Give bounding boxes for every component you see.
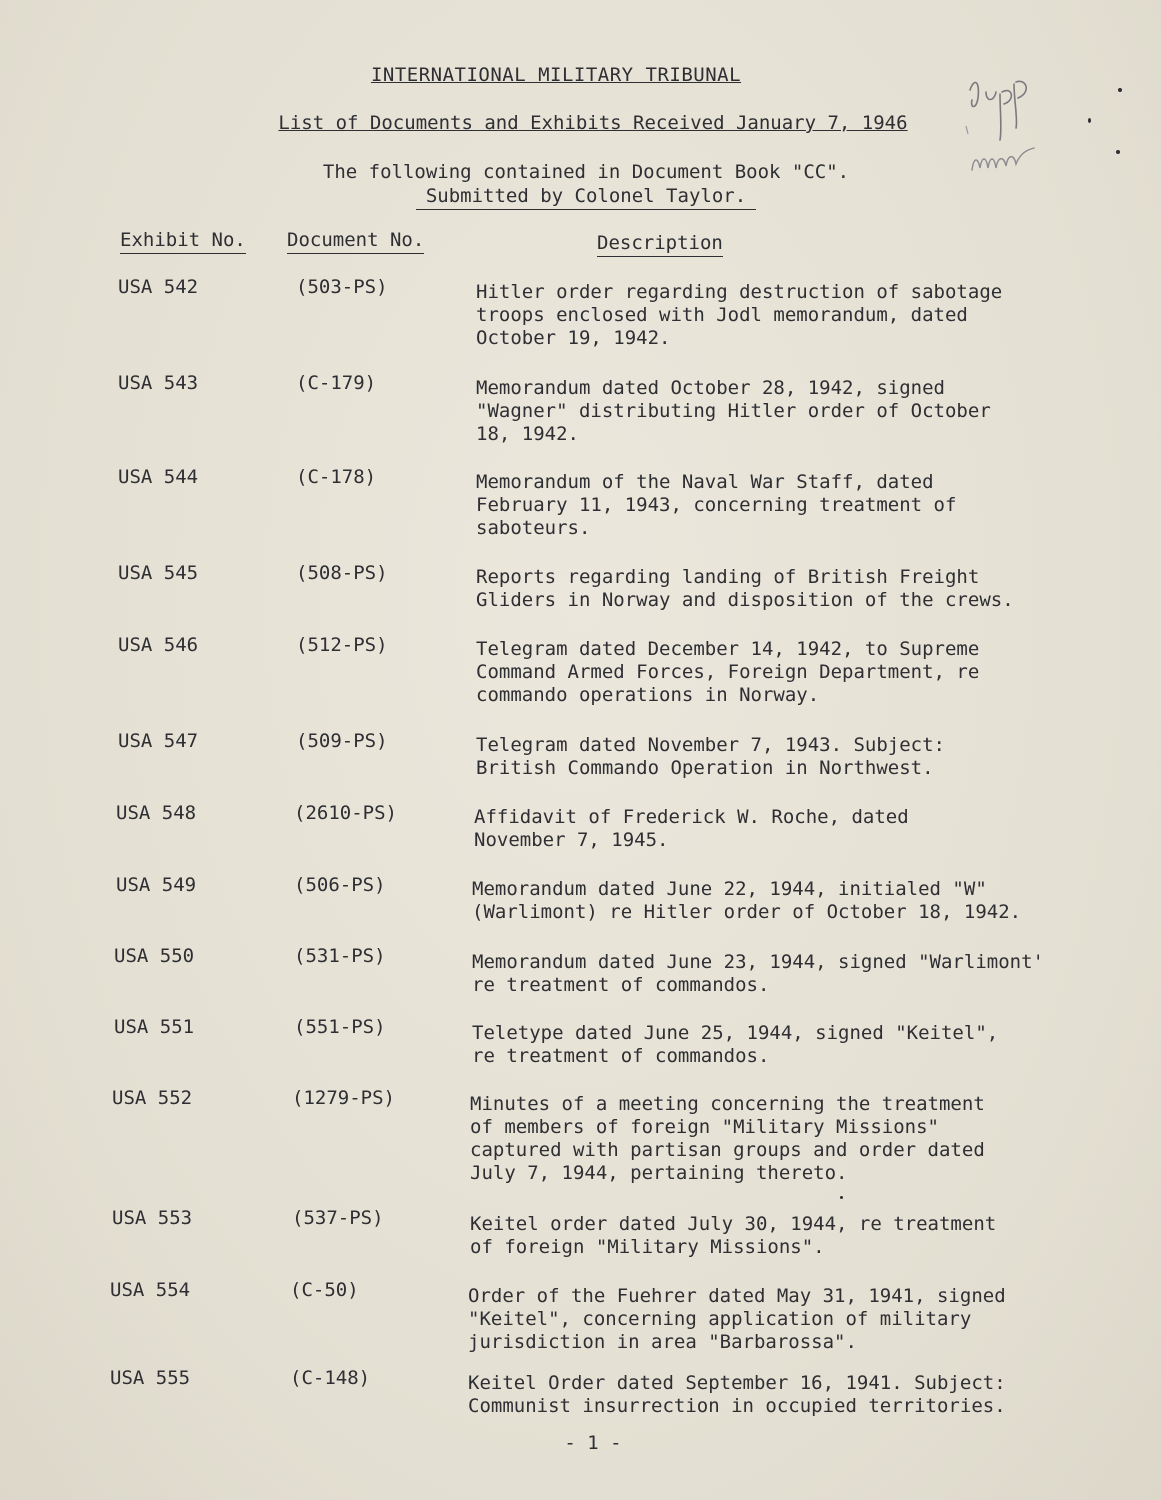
description-line: jurisdiction in area "Barbarossa".: [468, 1331, 857, 1353]
description-line: Memorandum dated June 22, 1944, initialed "W": [472, 878, 987, 900]
exhibit-number: USA 544: [118, 466, 199, 488]
description-line: captured with partisan groups and order dated: [470, 1139, 985, 1161]
exhibit-number: USA 549: [116, 874, 197, 896]
row-description: [470, 1093, 1110, 1185]
column-header-document: Document No.: [287, 229, 424, 251]
row-description: [476, 638, 1116, 707]
document-number: (2610-PS): [294, 802, 397, 824]
document-number: (509-PS): [296, 730, 388, 752]
paper-speck: [1118, 88, 1122, 92]
row-description: [468, 1285, 1108, 1354]
document-subtitle: List of Documents and Exhibits Received January 7, 1946: [278, 112, 908, 134]
description-line: Memorandum of the Naval War Staff, dated: [476, 471, 934, 493]
submitted-line: Submitted by Colonel Taylor.: [0, 184, 1161, 208]
exhibit-number: USA 542: [118, 276, 199, 298]
exhibit-number: USA 547: [118, 730, 199, 752]
row-description: [476, 377, 1116, 446]
paper-speck: [1088, 118, 1091, 123]
exhibit-number: USA 553: [112, 1207, 193, 1229]
exhibit-number: USA 552: [112, 1087, 193, 1109]
description-line: Memorandum dated October 28, 1942, signed: [476, 377, 945, 399]
document-number: (551-PS): [294, 1016, 386, 1038]
column-header-exhibit: Exhibit No.: [120, 229, 246, 251]
handwritten-annotation: [960, 70, 1070, 200]
document-number: (C-179): [296, 372, 377, 394]
row-description: [476, 734, 1116, 780]
description-line: Command Armed Forces, Foreign Department, re: [476, 661, 980, 683]
description-line: Keitel Order dated September 16, 1941. Subject:: [468, 1372, 1006, 1394]
description-line: November 7, 1945.: [474, 829, 669, 851]
paper-speck: [840, 1196, 843, 1199]
row-description: [472, 1022, 1112, 1068]
exhibit-number: USA 550: [114, 945, 195, 967]
exhibit-number: USA 545: [118, 562, 199, 584]
description-line: re treatment of commandos.: [472, 974, 770, 996]
exhibit-number: USA 543: [118, 372, 199, 394]
document-number: (C-148): [290, 1367, 371, 1389]
row-description: [476, 566, 1116, 612]
description-line: British Commando Operation in Northwest.: [476, 757, 934, 779]
page-number: - 1 -: [564, 1432, 622, 1454]
description-line: Memorandum dated June 23, 1944, signed "Warlimont': [472, 951, 1044, 973]
description-line: Affidavit of Frederick W. Roche, dated: [474, 806, 909, 828]
row-description: [472, 878, 1112, 924]
description-line: "Keitel", concerning application of military: [468, 1308, 972, 1330]
row-description: [474, 806, 1114, 852]
exhibit-number: USA 551: [114, 1016, 195, 1038]
row-description: [468, 1372, 1108, 1418]
row-description: [476, 471, 1116, 540]
document-number: (503-PS): [296, 276, 388, 298]
contained-line: The following contained in Document Book "CC".: [322, 161, 850, 183]
description-line: "Wagner" distributing Hitler order of October: [476, 400, 991, 422]
description-line: (Warlimont) re Hitler order of October 18, 1942.: [472, 901, 1022, 923]
exhibit-number: USA 548: [116, 802, 197, 824]
document-number: (C-50): [290, 1279, 359, 1301]
document-title: INTERNATIONAL MILITARY TRIBUNAL: [370, 64, 742, 86]
description-line: saboteurs.: [476, 517, 591, 539]
description-line: Telegram dated December 14, 1942, to Supreme: [476, 638, 980, 660]
description-line: 18, 1942.: [476, 423, 579, 445]
description-line: of members of foreign "Military Missions": [470, 1116, 939, 1138]
description-line: Gliders in Norway and disposition of the crews.: [476, 589, 1014, 611]
description-line: Hitler order regarding destruction of sabotage: [476, 281, 1003, 303]
description-line: Reports regarding landing of British Freight: [476, 566, 980, 588]
description-line: troops enclosed with Jodl memorandum, dated: [476, 304, 968, 326]
document-number: (512-PS): [296, 634, 388, 656]
document-number: (1279-PS): [292, 1087, 395, 1109]
description-line: commando operations in Norway.: [476, 684, 820, 706]
description-line: of foreign "Military Missions".: [470, 1236, 825, 1258]
description-line: Keitel order dated July 30, 1944, re treatment: [470, 1213, 997, 1235]
row-description: [470, 1213, 1110, 1259]
document-number: (506-PS): [294, 874, 386, 896]
column-header-description: Description: [597, 232, 723, 254]
paper-speck: [1116, 150, 1120, 154]
description-line: Minutes of a meeting concerning the treatment: [470, 1093, 985, 1115]
description-line: February 11, 1943, concerning treatment of: [476, 494, 957, 516]
description-line: July 7, 1944, pertaining thereto.: [470, 1162, 848, 1184]
document-number: (C-178): [296, 466, 377, 488]
exhibit-number: USA 546: [118, 634, 199, 656]
exhibit-number: USA 554: [110, 1279, 191, 1301]
row-description: [476, 281, 1116, 350]
document-number: (531-PS): [294, 945, 386, 967]
row-description: [472, 951, 1112, 997]
document-number: (537-PS): [292, 1207, 384, 1229]
description-line: re treatment of commandos.: [472, 1045, 770, 1067]
description-line: Order of the Fuehrer dated May 31, 1941, signed: [468, 1285, 1006, 1307]
exhibit-number: USA 555: [110, 1367, 191, 1389]
description-line: October 19, 1942.: [476, 327, 671, 349]
description-line: Communist insurrection in occupied territories.: [468, 1395, 1006, 1417]
description-line: Teletype dated June 25, 1944, signed "Keitel",: [472, 1022, 999, 1044]
description-line: Telegram dated November 7, 1943. Subject:: [476, 734, 945, 756]
document-number: (508-PS): [296, 562, 388, 584]
